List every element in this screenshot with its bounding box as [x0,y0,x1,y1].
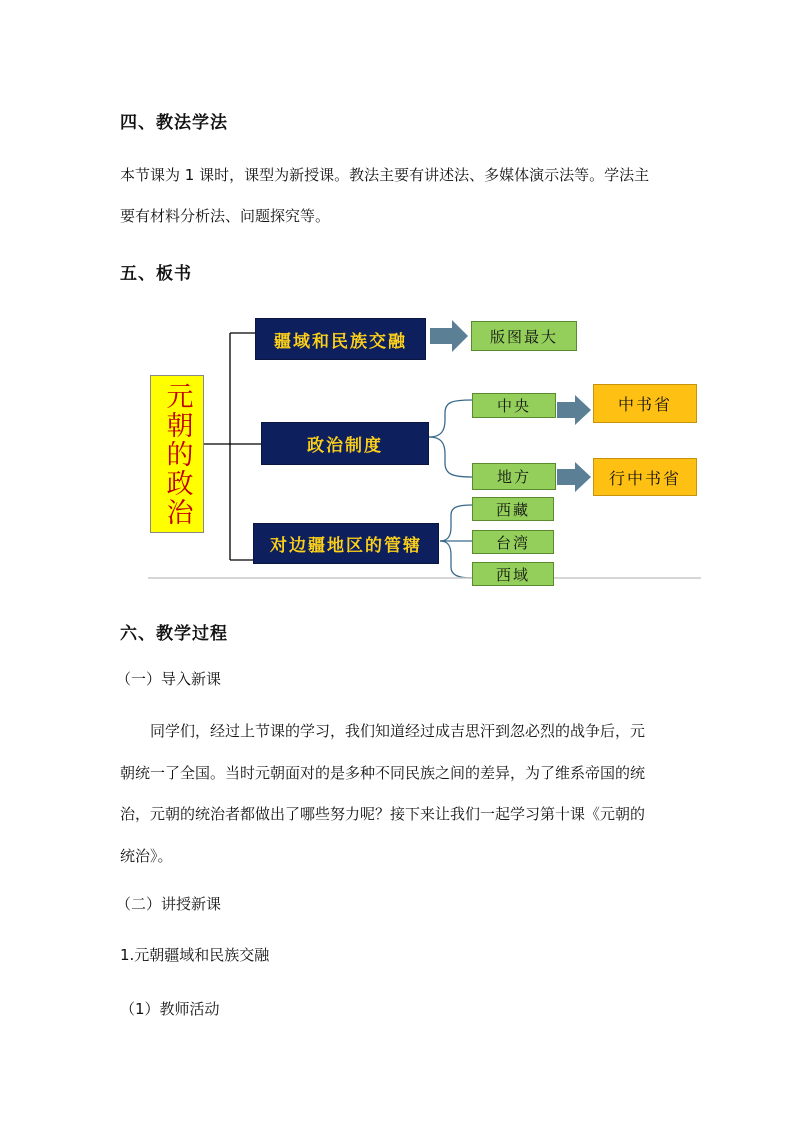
intro-line-4: 统治》。 [120,847,173,865]
diagram-root [150,375,204,533]
arrow-icon [430,320,468,352]
diagram-branch-frontier: 对边疆地区的管辖 [253,523,439,564]
diagram-region-tibet: 西藏 [472,497,554,521]
subheading-introduction: （一）导入新课 [116,670,222,688]
section-heading-process: 六、教学过程 [120,624,228,644]
methods-line-1: 本节课为 1 课时，课型为新授课。教法主要有讲述法、多媒体演示法等。学法主 [120,166,650,184]
intro-line-3: 治，元朝的统治者都做出了哪些努力呢？接下来让我们一起学习第十课《元朝的 [120,805,646,823]
item-teacher-activity: （1）教师活动 [120,1000,220,1018]
arrow-icon [557,395,591,425]
section-heading-methods: 四、教法学法 [120,113,228,133]
intro-line-1: 同学们，经过上节课的学习，我们知道经过成吉思汗到忽必烈的战争后，元 [150,722,646,740]
methods-line-2: 要有材料分析法、问题探究等。 [120,207,331,225]
diagram-region-taiwan: 台湾 [472,530,554,554]
diagram-root-label: 元朝的政治 [161,381,193,527]
diagram-branch-political-system: 政治制度 [261,422,429,465]
section-heading-board: 五、板书 [120,264,192,284]
item-territory: 1.元朝疆域和民族交融 [120,946,270,964]
arrow-icon [557,462,591,492]
diagram-region-western: 西域 [472,562,554,586]
diagram-branch-secretariat: 行中书省 [593,458,697,496]
intro-line-2: 朝统一了全国。当时元朝面对的是多种不同民族之间的差异，为了维系帝国的统 [120,764,646,782]
diagram-branch-territory: 疆域和民族交融 [255,318,426,360]
diagram-largest-territory: 版图最大 [471,321,577,351]
subheading-new-lesson: （二）讲授新课 [116,895,222,913]
diagram-central: 中央 [472,393,556,418]
diagram-secretariat: 中书省 [593,384,697,423]
diagram-local: 地方 [472,463,556,490]
